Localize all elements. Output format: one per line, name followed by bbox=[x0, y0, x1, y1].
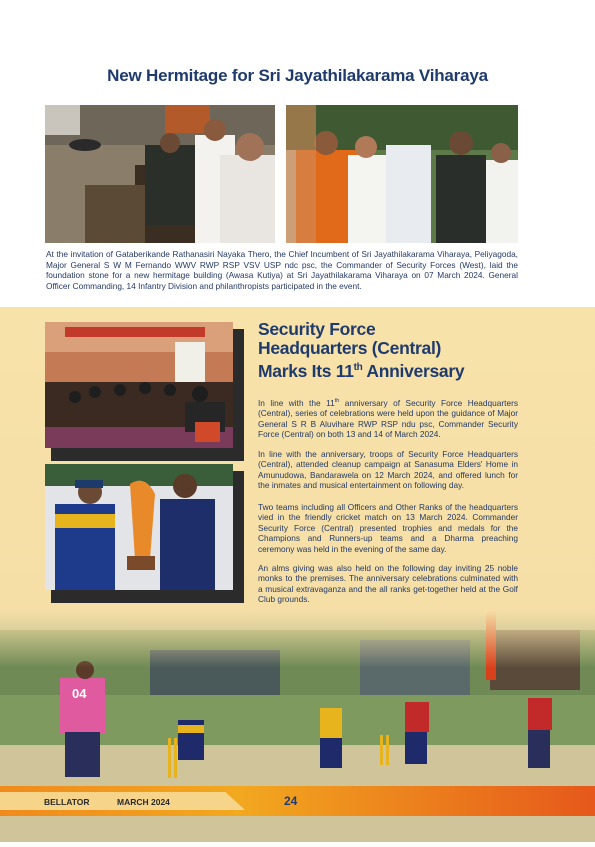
article1-caption: At the invitation of Gataberikande Rathanasiri Nayaka Thero, the Chief Incumbent of Sri Jayathilakarama Viharaya, Peliyagoda, Major General S W M Fernando WWV RWP RSP VSV USP ndc psc, the Commander of Security Forces (West), laid the foundation stone for a new hermitage building (Awasa Kutiya) at Sri Jayathilakarama Viharaya on 07 March 2024. General Officer Commanding, 14 Infantry Division and philanthropists participated in the event. bbox=[46, 249, 518, 291]
jersey-number: 04 bbox=[72, 686, 87, 701]
article2-paragraph-1 bbox=[258, 396, 518, 439]
p1-ordinal-suffix: th bbox=[334, 398, 340, 404]
title-ordinal-suffix: th bbox=[353, 362, 363, 373]
p1-body: anniversary of Security Force Headquarters (Central), series of celebrations were held upon the guidance of Major General S R B Aluvihare RWP RSP ndu psc, Commander Security Force (Central) on both 13 and 14 of March 2024. bbox=[258, 397, 518, 439]
page-number: 24 bbox=[284, 794, 298, 808]
article2-paragraph-4: An alms giving was also held on the following day inviting 25 noble monks to the premises. The anniversary celebrations culminated with a musical extravaganza and the all ranks get-together held at the Golf Club grounds. bbox=[258, 563, 518, 605]
footer-issue: MARCH 2024 bbox=[117, 797, 170, 807]
article1-title: New Hermitage for Sri Jayathilakarama Viharaya bbox=[107, 66, 488, 85]
photo-monk-ceremony bbox=[286, 105, 518, 243]
article2-title-line1: Security Force bbox=[258, 319, 376, 339]
title-anniversary-number: Marks Its 11 bbox=[258, 360, 354, 381]
footer-magazine-name: BELLATOR bbox=[44, 797, 90, 807]
article2-title bbox=[258, 320, 558, 381]
p1-lead: In line with the 11 bbox=[258, 397, 335, 408]
photo-hall-gathering bbox=[45, 322, 233, 448]
article2-title-line3 bbox=[258, 358, 558, 381]
title-anniversary-word: Anniversary bbox=[362, 360, 465, 381]
photo-foundation-stone bbox=[45, 105, 275, 243]
article2-paragraph-3: Two teams including all Officers and Other Ranks of the headquarters vied in the friendly cricket match on 13 March 2024. Commander Security Force (Central) presented trophies and medals for the Champions and Runners-up teams and a Dharma preaching ceremony was held in the evening of the same day. bbox=[258, 502, 518, 554]
photo-trophy-presentation bbox=[45, 464, 233, 590]
article2-paragraph-2: In line with the anniversary, troops of Security Force Headquarters (Central), attended cleanup campaign at Sanasuma Elders' Home in Amunudowa, Bandarawela on 12 March 2024, and offered lunch for the inmates and musical entertainment on following day. bbox=[258, 449, 518, 491]
article2-title-line2: Headquarters (Central) bbox=[258, 338, 442, 358]
